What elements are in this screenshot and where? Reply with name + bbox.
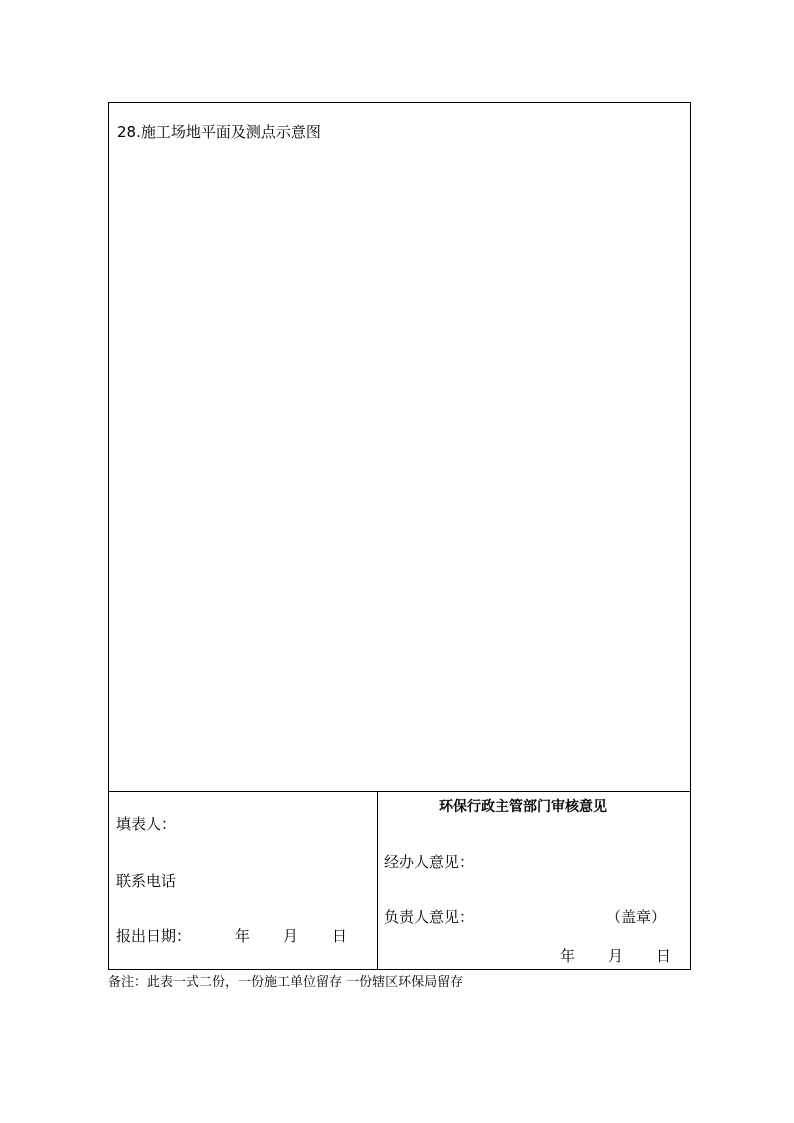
filler-label: 填表人：	[116, 815, 177, 833]
phone-label: 联系电话	[116, 872, 177, 890]
handler-opinion-label: 经办人意见：	[384, 853, 475, 871]
leader-opinion-label: 负责人意见：	[384, 908, 475, 926]
report-month-label: 月	[283, 927, 299, 945]
review-month-label: 月	[608, 947, 624, 965]
review-cell	[377, 791, 691, 970]
form-table	[108, 102, 692, 970]
footnote: 备注：此表一式二份，一份施工单位留存 一份辖区环保局留存	[108, 975, 464, 990]
report-date-label: 报出日期：	[116, 927, 192, 945]
site-plan-cell	[108, 102, 691, 792]
report-year-label: 年	[235, 927, 251, 945]
review-title: 环保行政主管部门审核意见	[439, 799, 607, 815]
review-year-label: 年	[560, 947, 576, 965]
review-day-label: 日	[656, 947, 672, 965]
filler-cell	[108, 791, 378, 970]
seal-label: （盖章）	[606, 908, 667, 926]
site-plan-heading: 28.施工场地平面及测点示意图	[117, 123, 321, 141]
report-day-label: 日	[332, 927, 348, 945]
